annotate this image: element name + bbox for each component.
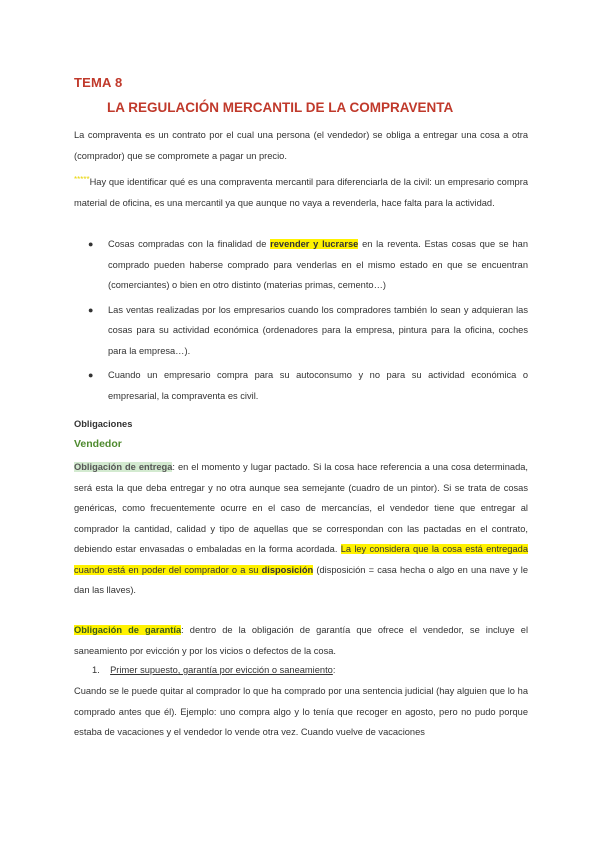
garantia-label: Obligación de garantía — [74, 625, 182, 635]
bullet-icon: ● — [88, 370, 94, 380]
numbered-item-number: 1. — [92, 665, 100, 675]
final-paragraph: Cuando se le puede quitar al comprador lo que ha comprado por una sentencia judicial (hay alguien que lo ha comprado antes que él). Ejemplo: uno compra algo y lo tenía que recoger en agosto, pero no pudo porque estaba de vacaciones y el vendedor lo vende otra vez. Cuando vuelve de vacaciones — [74, 686, 528, 737]
entrega-text-2: (disposición = casa hecha o algo en una nave y le dan las llaves). — [74, 564, 529, 595]
bullet-icon: ● — [88, 239, 94, 249]
numbered-item-colon: : — [332, 665, 336, 675]
list-item — [74, 300, 528, 362]
bullet-1-post: en la reventa. Estas cosas que se han comprado pueden haberse comprado para venderlas en el mismo estado en que se encuentran (comerciantes) o bien en otro distinto (materias primas, cemento…) — [108, 239, 528, 290]
entrega-paragraph — [74, 457, 528, 601]
stars-mark: ***** — [74, 175, 90, 184]
subsection-heading-vendedor: Vendedor — [74, 438, 122, 450]
intro-paragraph: La compraventa es un contrato por el cual una persona (el vendedor) se obliga a entregar una cosa a otra (comprador) que se compromete a pagar un precio. — [74, 130, 528, 161]
identify-text: Hay que identificar qué es una compraventa mercantil para diferenciarla de la civil: un empresario compra material de oficina, es una mercantil ya que aunque no vaya a revenderla, hace falta para la actividad. — [74, 177, 528, 208]
entrega-text: : en el momento y lugar pactado. Si la cosa hace referencia a una cosa determinada, será esta la que deba entregar y no otra aunque sea semejante (cuadro de un pintor). Si se trata de cosas genéricas, como frecuentemente ocurre en el caso de mercancías, el vendedor tiene que entregar al comprador la cantidad, calidad y tipo de aquellas que se correspondan con las pactadas en el contrato, debiendo estar envasadas o embaladas en la forma acordada. — [74, 462, 529, 554]
bullet-list — [74, 234, 528, 410]
entrega-highlight-bold: disposición — [261, 564, 314, 575]
chapter-heading: TEMA 8 — [74, 75, 123, 90]
bullet-2-text: Las ventas realizadas por los empresarios cuando los compradores también lo sean y adquieran las cosas para su actividad económica (ordenadores para la empresa, pintura para la oficina, coches para la empresa…). — [108, 304, 528, 356]
garantia-text: : dentro de la obligación de garantía que ofrece el vendedor, se incluye el saneamiento por evicción y por los vicios o defectos de la cosa. — [74, 625, 529, 656]
list-item — [74, 234, 528, 296]
numbered-item-1 — [92, 660, 335, 680]
bullet-3-text: Cuando un empresario compra para su autoconsumo y no para su actividad económica o empresarial, la compraventa es civil. — [108, 370, 528, 401]
section-heading-obligaciones: Obligaciones — [74, 419, 133, 429]
bullet-1-highlight: revender y lucrarse — [270, 239, 359, 249]
garantia-paragraph — [74, 620, 528, 661]
entrega-highlight: La ley considera que la cosa está entregada cuando está en poder del comprador o a su — [74, 544, 528, 575]
bullet-icon: ● — [88, 304, 94, 315]
identify-paragraph — [74, 170, 528, 213]
numbered-item-label: Primer supuesto, garantía por evicción o saneamiento — [110, 665, 333, 675]
list-item — [74, 365, 528, 406]
entrega-label: Obligación de entrega — [74, 462, 173, 472]
bullet-1-pre: Cosas compradas con la finalidad de — [108, 239, 271, 249]
page-title: LA REGULACIÓN MERCANTIL DE LA COMPRAVENTA — [107, 100, 454, 115]
